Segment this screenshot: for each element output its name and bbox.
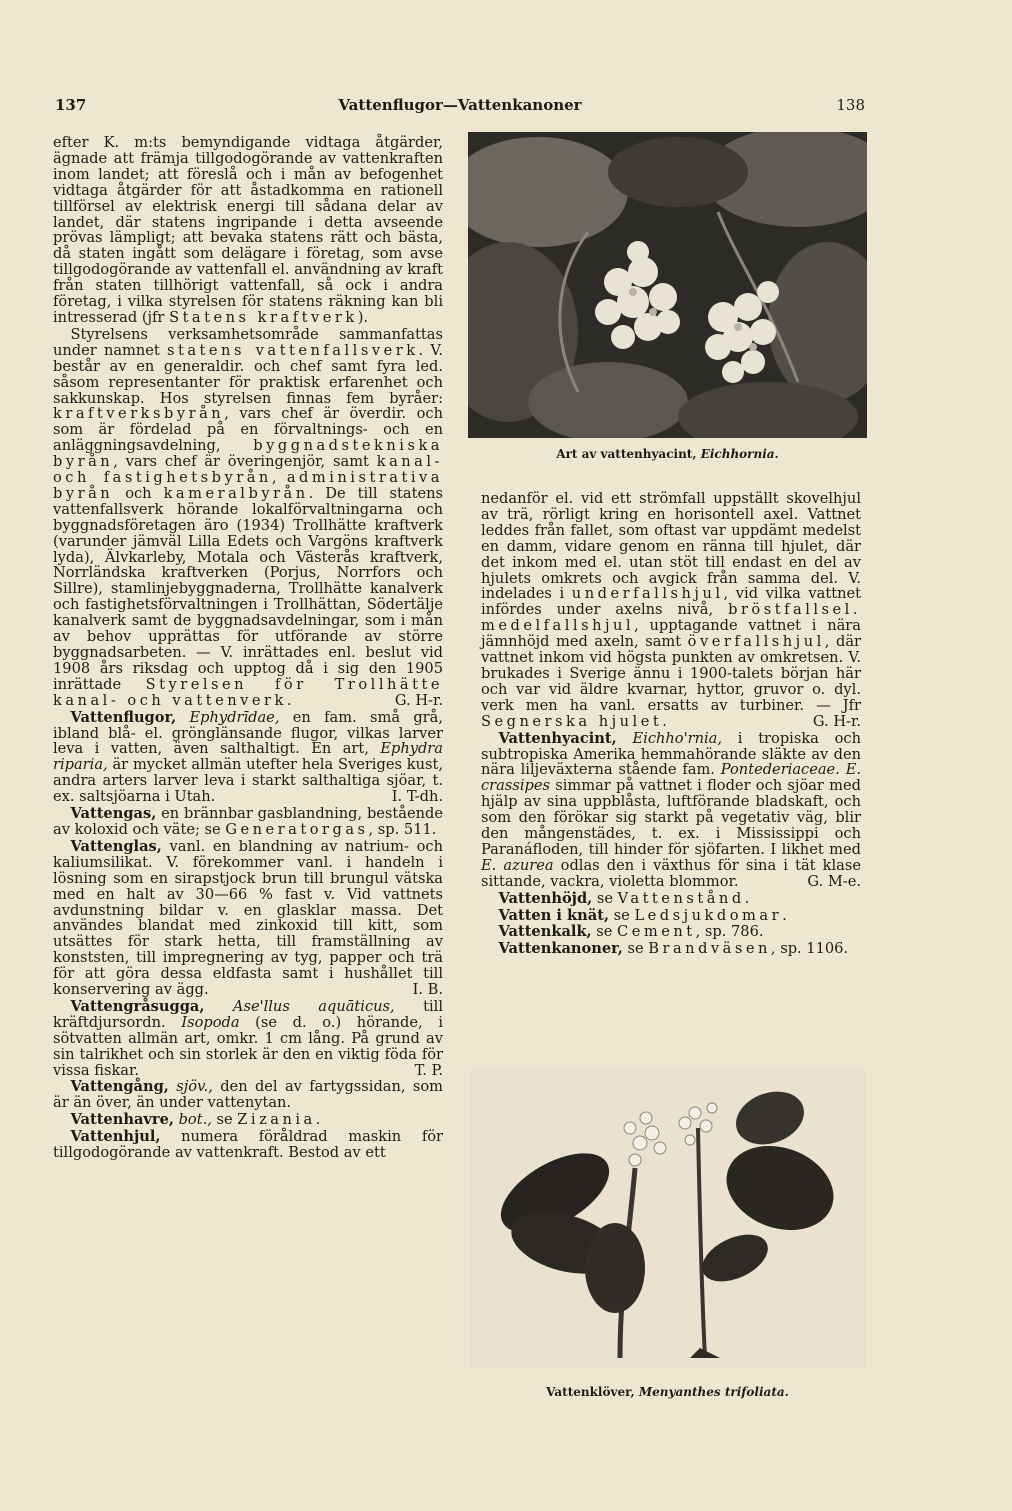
page-number-right: 138 [836, 96, 865, 114]
running-header [55, 96, 865, 120]
text: den del av fartygssidan, som är än över, än under vattenytan. [53, 1078, 443, 1112]
text: . [315, 1111, 321, 1129]
latin-name: Eichho'rnia, [632, 729, 722, 747]
text: Styrelsens verksamhetsområde sammanfattas under namnet [53, 325, 443, 359]
latin-name: E. azurea [481, 856, 554, 874]
entry-headword: Vattengråsugga, [70, 997, 205, 1015]
cross-reference: Zizania [237, 1111, 316, 1129]
text: odlas den i växthus för sina i tät klase sittande, vackra, violetta blommor. [481, 856, 861, 890]
entry-headword: Vattenflugor, [70, 708, 177, 726]
cross-reference: Statens kraftverk [169, 308, 358, 326]
page-title: Vattenflugor—Vattenkanoner [338, 96, 582, 114]
text: efter K. m:ts bemyndigande vidtaga åtgärder, ägnade att främja tillgodogörande av vattenkraften inom landet; att föreslå och i mån av befogenhet vidtaga åtgärder för att åstadkomma en rationell tillförsel av elektrisk energi till sådana delar av landet, där statens ingripande i detta avseende prövas lämpligt; att bevaka statens rätt och bästa, då staten ingått som delägare i företag, som avse tillgodogörande av vattenfall el. användning av kraft från staten tillhörigt vattenfall, så ock i andra företag, i vilka styrelsen för statens räkning kan bli intresserad (jfr [53, 134, 443, 326]
photo-bogbean [470, 1068, 866, 1368]
water-hyacinth-image [468, 132, 867, 438]
text: i tropiska och subtropiska Amerika hemmahörande släkte av den nära liljeväxterna stående fam. [481, 729, 861, 779]
spaced-term: kraftverksbyrån [53, 405, 225, 423]
text: nedanför el. vid ett strömfall uppställt skovelhjul av trä, rörligt kring en horisontell axel. Vattnet leddes från fallet, som oftast var uppdämt medelst en damm, vidare genom en ränna till hjulet, där det inkom med el. utan stöt till endast en del av hjulets omkrets och avgick från samma del. V. indelades i [481, 490, 861, 603]
text: till kräftdjursordn. [53, 997, 444, 1031]
domain-label: sjöv., [176, 1078, 213, 1096]
text: se [622, 940, 649, 958]
text: , sp. 786. [695, 923, 764, 941]
cross-reference: Styrelsen för Trollhätte kanal- och vattenverk [53, 675, 443, 709]
text: se [211, 1111, 238, 1129]
text: . V. består av en generaldir. och chef samt fyra led. såsom representanter för praktisk erfarenhet och sakkunskap. Hos styrelsen finnas fem byråer: [53, 341, 444, 407]
author-signature: G. H-r. [394, 691, 443, 709]
text: , där vattnet inkom vid högsta punkten av omkretsen. V. brukades i Sverige ännu i 1900-talets början här och var vid äldre kvarnar, hyttor, gruvor o. dyl. verk men ha vanl. ersatts av turbiner. — Jfr [481, 633, 861, 714]
text: . [782, 906, 787, 924]
left-column [53, 135, 443, 1162]
text: , sp. 511. [368, 820, 437, 838]
paragraph-continuation [53, 135, 443, 326]
latin-name: Ase'llus aquāticus, [232, 997, 395, 1015]
latin-name: Ephydrīdae, [189, 708, 280, 726]
spaced-term: administrativa byrån [53, 469, 443, 502]
entry-headword: Vattenhjul, [70, 1128, 161, 1146]
text: se [591, 923, 618, 941]
entry-vattenhjul [53, 1129, 443, 1161]
text: . De till statens vattenfallsverk hörande lokalförvaltningarna och byggnadsföretagen äro (1934) Trollhätte kraftverk (varunder jämväl Lilla Edets och Vargöns kraftverk lyda), Älvkarleby, Motala och Västerås kraftverk, Norrländska kraftverken (Porjus, Norrfors och Sillre), stamlinjebyggnaderna, Trollhätte kanalverk och fastighetsförvaltningen i Trollhättan, Södertälje kanalverk samt de byggnadsavdelningar, som i mån av behov upprättas för utförande av större byggnadsarbeten. — V. inrättades enl. beslut vid 1908 års riksdag och upptog då i sig den 1905 inrättade [53, 484, 443, 693]
entry-vattenhojd [481, 891, 861, 907]
text: se [609, 906, 635, 924]
cross-reference: Segnerska hjulet [481, 712, 663, 730]
author-signature: T. P. [414, 1061, 443, 1079]
spaced-term: överfallshjul [687, 633, 825, 651]
latin-name: Ephydra riparia, [53, 740, 443, 774]
bogbean-image [470, 1068, 866, 1368]
right-column [481, 491, 861, 958]
text: , upptagande vattnet i nära jämnhöjd med axeln, samt [481, 617, 861, 651]
latin-name: E. crassipes [481, 761, 861, 795]
entry-vatten-i-knat [481, 908, 861, 924]
caption-text: Vattenklöver, [546, 1385, 639, 1399]
entry-headword: Vattenkalk, [498, 923, 592, 941]
cross-reference: Ledsjukdomar [634, 906, 783, 924]
text: numera föråldrad maskin för tillgodogörande av vattenkraft. Bestod av ett [53, 1128, 443, 1162]
entry-vattengang [53, 1079, 443, 1111]
spaced-term: bröstfallsel. medelfallshjul [481, 601, 861, 635]
entry-headword: Vattenkanoner, [498, 940, 623, 958]
cross-reference: Cement [617, 923, 696, 941]
paragraph-vattenhjul-continuation [481, 491, 861, 730]
entry-vattenflugor [53, 710, 443, 805]
entry-vattengrasugga [53, 999, 443, 1079]
entry-vattengas [53, 806, 443, 838]
author-signature: G. H-r. [812, 712, 861, 730]
text: en fam. små grå, ibland blå- el. grönglänsande flugor, vilkas larver leva i vatten, även salthaltigt. En art, [53, 708, 444, 758]
spaced-term: statens vattenfallsverk [166, 341, 419, 359]
text: en brännbar gasblandning, bestående av koloxid och väte; se [53, 805, 443, 838]
author-signature: G. M-e. [807, 872, 861, 890]
page-number-left: 137 [55, 96, 87, 114]
text: . [286, 691, 292, 709]
entry-vattenhyacint [481, 731, 861, 890]
text: , vars chef är överingenjör, samt [113, 453, 377, 471]
author-signature: I. B. [412, 981, 443, 999]
text: , sp. 1106. [770, 940, 849, 958]
caption-text: Art av vattenhyacint, [556, 447, 701, 461]
entry-headword: Vattenhavre, [70, 1111, 174, 1129]
text: ). [357, 308, 369, 326]
spaced-term: kameralbyrån [163, 484, 309, 502]
text: och [113, 484, 164, 502]
text: . [662, 712, 667, 730]
entry-vattenhavre [53, 1112, 443, 1128]
spaced-term: byggnadstekniska byrån [53, 437, 443, 471]
text: är mycket allmän utefter hela Sveriges kust, andra arters larver leva i starkt salthaltiga sjöar, t. ex. saltsjöarna i Utah. [53, 756, 443, 806]
caption-latin: Menyanthes trifoliata. [638, 1385, 789, 1399]
paragraph-vattenfallsverk [53, 327, 443, 709]
entry-headword: Vattengång, [70, 1078, 169, 1096]
author-signature: I. T-dh. [391, 788, 443, 806]
text: , vid vilka vattnet infördes under axelns nivå, [481, 585, 861, 619]
figure-caption-hyacinth [468, 447, 867, 461]
text: . [744, 889, 750, 907]
entry-headword: Vattenhyacint, [498, 729, 617, 747]
entry-headword: Vattenhöjd, [498, 889, 593, 907]
entry-headword: Vatten i knät, [498, 906, 610, 924]
latin-name: Isopoda [181, 1013, 240, 1031]
cross-reference: Generatorgas [225, 820, 369, 838]
photo-water-hyacinth [468, 132, 867, 438]
spaced-term: underfallshjul [571, 585, 724, 603]
entry-vattenkalk [481, 924, 861, 940]
figure-caption-bogbean [468, 1385, 867, 1399]
text: vanl. en blandning av natrium- och kaliumsilikat. V. förekommer vanl. i handeln i lösning som en sirapstjock brun till brungul vätska med en halt av 30—66 % fast v. Vid vattnets avdunstning bildar v. en glasklar massa. Det användes blandat med zinkoxid till kitt, som utsättes för stark hetta, till framställning av konststen, till impregnering av tyg, papper och trä för att göra dessa eldfasta samt i hushållet till konservering av ägg. [53, 837, 443, 999]
entry-headword: Vattenglas, [70, 837, 162, 855]
caption-latin: Eichhornia. [700, 447, 779, 461]
spaced-term: kanal- och fastighetsbyrån [53, 453, 443, 487]
text: simmar på vattnet i floder och sjöar med hjälp av sina uppblåsta, luftförande bladskaft, och som den förökar sig starkt på vegetativ väg, blir den mångenstädes, t. ex. i Mississippi och Paranáfloden, till hinder för sjöfarten. I likhet med [481, 777, 861, 858]
cross-reference: Vattenstånd [617, 889, 745, 907]
text: se [592, 889, 618, 907]
text: (se d. o.) hörande, i sötvatten allmän art, omkr. 1 cm lång. På grund av sin talrikhet och sin storlek är den en viktig föda för vissa fiskar. [53, 1013, 443, 1079]
text: , vars chef är överdir. och som är fördelad på en förvaltnings- och en anläggningsavdelning, [53, 405, 443, 455]
cross-reference: Brandväsen [648, 940, 771, 958]
latin-name: Pontederiaceae. [720, 761, 840, 779]
domain-label: bot., [178, 1111, 212, 1129]
text: , [271, 469, 287, 487]
entry-headword: Vattengas, [70, 805, 157, 823]
entry-vattenglas [53, 839, 443, 998]
entry-vattenkanoner [481, 941, 861, 957]
